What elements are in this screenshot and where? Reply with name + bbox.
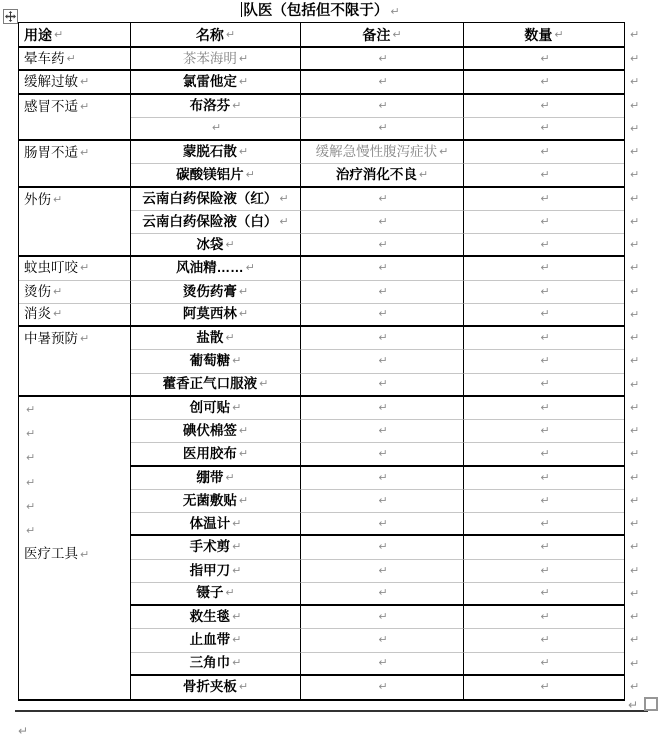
end-of-row-mark: ↵ <box>630 493 640 507</box>
paragraph-mark: ↵ <box>554 27 564 41</box>
paragraph-mark: ↵ <box>378 51 388 65</box>
cell-qty[interactable] <box>464 560 624 583</box>
cell-name[interactable]: 三角巾 ↵ <box>131 653 301 676</box>
paragraph-mark: ↵ <box>232 516 242 530</box>
paragraph-mark: ↵ <box>238 284 249 298</box>
cell-note[interactable] <box>301 560 464 583</box>
end-of-row-mark: ↵ <box>630 610 640 624</box>
cell-name[interactable] <box>131 118 301 141</box>
cell-name[interactable]: 布洛芬 ↵ <box>131 95 301 118</box>
end-of-row-mark: ↵ <box>630 75 640 89</box>
paragraph-mark: ↵ <box>378 261 388 275</box>
end-of-row-mark: ↵ <box>630 191 640 205</box>
paragraph-mark: ↵ <box>232 633 242 647</box>
paragraph-mark: ↵ <box>378 680 388 694</box>
paragraph-mark: ↵ <box>390 5 400 18</box>
cell-note[interactable] <box>301 629 464 652</box>
cell-name[interactable]: 绷带 ↵ <box>131 467 301 490</box>
paragraph-mark: ↵ <box>378 307 388 321</box>
end-of-row-mark: ↵ <box>630 168 640 182</box>
cell-name[interactable]: 手术剪 ↵ <box>131 536 301 559</box>
document-title[interactable] <box>18 2 623 21</box>
paragraph-mark: ↵ <box>540 191 550 205</box>
end-of-row-mark: ↵ <box>630 540 640 554</box>
cell-use-medical-tools[interactable] <box>19 397 131 699</box>
paragraph-mark: ↵ <box>378 400 388 414</box>
paragraph-mark: ↵ <box>26 451 36 465</box>
paragraph-mark: ↵ <box>540 354 550 368</box>
empty-paragraph <box>24 470 130 494</box>
paragraph-mark: ↵ <box>80 332 90 345</box>
end-of-row-mark: ↵ <box>630 284 640 298</box>
cell-use[interactable]: 外伤 ↵ <box>19 188 131 258</box>
paragraph-mark: ↵ <box>540 424 550 438</box>
paragraph-mark: ↵ <box>26 427 36 440</box>
cell-name[interactable]: 骨折夹板 ↵ <box>131 676 301 699</box>
cell-note[interactable] <box>301 420 464 443</box>
cell-name[interactable]: 葡萄糖 ↵ <box>131 350 301 373</box>
paragraph-mark: ↵ <box>378 98 388 112</box>
paragraph-mark: ↵ <box>26 524 36 537</box>
paragraph-mark: ↵ <box>378 563 388 577</box>
cell-note[interactable] <box>301 583 464 606</box>
cell-qty[interactable] <box>464 350 624 373</box>
paragraph-mark: ↵ <box>540 516 550 530</box>
header-label: 名称 <box>195 26 224 43</box>
cell-qty[interactable] <box>464 141 624 164</box>
paragraph-mark: ↵ <box>238 145 249 159</box>
cell-qty[interactable] <box>464 257 624 280</box>
paragraph-mark: ↵ <box>232 540 242 554</box>
paragraph-mark: ↵ <box>540 51 550 65</box>
cell-note[interactable] <box>301 397 464 420</box>
end-of-row-mark: ↵ <box>630 121 640 135</box>
cell-note[interactable] <box>301 606 464 629</box>
cell-qty[interactable] <box>464 95 624 118</box>
cell-note[interactable]: 治疗消化不良 ↵ <box>301 164 464 187</box>
paragraph-mark: ↵ <box>279 214 289 228</box>
paragraph-mark: ↵ <box>232 354 242 368</box>
header-cell-use[interactable] <box>19 23 131 48</box>
header-label: 用途 <box>24 26 52 43</box>
empty-paragraph <box>24 421 130 445</box>
cell-note[interactable]: 缓解急慢性腹泻症状 ↵ <box>301 141 464 164</box>
end-of-row-mark: ↵ <box>630 400 640 414</box>
end-of-row-mark: ↵ <box>630 238 640 252</box>
cell-note[interactable] <box>301 257 464 280</box>
cell-note[interactable] <box>301 48 464 71</box>
cell-name[interactable]: 茶苯海明 ↵ <box>131 48 301 71</box>
cell-qty[interactable] <box>464 118 624 141</box>
cell-qty[interactable] <box>464 513 624 536</box>
cell-qty[interactable] <box>464 629 624 652</box>
cell-qty[interactable] <box>464 583 624 606</box>
cell-use[interactable]: 肠胃不适 ↵ <box>19 141 131 188</box>
document-title-text: 队医（包括但不限于） <box>243 3 389 19</box>
paragraph-mark: ↵ <box>225 331 235 345</box>
cell-note[interactable] <box>301 676 464 699</box>
paragraph-mark: ↵ <box>245 167 255 181</box>
paragraph-mark: ↵ <box>378 446 388 460</box>
paragraph-mark: ↵ <box>418 167 429 181</box>
cell-note[interactable] <box>301 350 464 373</box>
paragraph-mark: ↵ <box>540 680 550 694</box>
header-label: 备注 <box>362 26 391 43</box>
cell-name[interactable]: 体温计 ↵ <box>131 513 301 536</box>
cell-qty[interactable] <box>464 653 624 676</box>
header-label: 数量 <box>524 26 553 43</box>
paragraph-mark: ↵ <box>80 74 90 88</box>
cell-name[interactable]: 碘伏棉签 ↵ <box>131 420 301 443</box>
paragraph-mark: ↵ <box>238 74 249 88</box>
paragraph-mark: ↵ <box>540 563 550 577</box>
empty-paragraph <box>24 397 130 421</box>
cell-name[interactable]: 医用胶布 ↵ <box>131 443 301 466</box>
cell-qty[interactable] <box>464 443 624 466</box>
paragraph-mark: ↵ <box>26 499 36 513</box>
paragraph-mark: ↵ <box>540 74 550 88</box>
paragraph-bottom-border-line <box>15 710 648 712</box>
end-of-row-mark: ↵ <box>630 633 640 647</box>
paragraph-mark: ↵ <box>232 610 242 624</box>
cell-use[interactable]: 中暑预防 ↵ <box>19 327 131 397</box>
paragraph-mark: ↵ <box>540 98 550 112</box>
paragraph-mark: ↵ <box>225 27 236 41</box>
paragraph-mark: ↵ <box>18 724 29 738</box>
paragraph-mark: ↵ <box>53 284 63 298</box>
cell-use[interactable]: 晕车药 ↵ <box>19 48 131 71</box>
paragraph-mark: ↵ <box>378 74 388 88</box>
paragraph-mark: ↵ <box>279 191 289 205</box>
cell-qty[interactable] <box>464 374 624 397</box>
paragraph-mark: ↵ <box>26 402 36 416</box>
cell-use[interactable]: 缓解过敏 ↵ <box>19 71 131 94</box>
cell-name[interactable]: 无菌敷贴 ↵ <box>131 490 301 513</box>
table-move-handle[interactable] <box>3 9 18 24</box>
cell-name[interactable]: 阿莫西林 ↵ <box>131 304 301 327</box>
paragraph-mark: ↵ <box>232 656 242 670</box>
header-cell-name[interactable] <box>131 23 301 48</box>
paragraph-mark: ↵ <box>378 586 388 600</box>
cell-name[interactable]: 蒙脱石散 ↵ <box>131 141 301 164</box>
paragraph-mark: ↵ <box>378 191 388 205</box>
cell-qty[interactable] <box>464 536 624 559</box>
paragraph-mark: ↵ <box>238 307 249 321</box>
medical-supplies-table <box>18 22 625 701</box>
paragraph-mark: ↵ <box>540 284 550 298</box>
cell-name[interactable]: 云南白药保险液（红） ↵ <box>131 188 301 211</box>
paragraph-mark: ↵ <box>540 121 550 135</box>
paragraph-mark: ↵ <box>232 563 242 577</box>
cell-note[interactable] <box>301 188 464 211</box>
cell-note[interactable] <box>301 374 464 397</box>
cell-qty[interactable] <box>464 211 624 234</box>
paragraph-mark: ↵ <box>378 331 388 345</box>
paragraph-mark: ↵ <box>26 475 36 489</box>
paragraph-mark: ↵ <box>378 424 388 438</box>
cell-note[interactable] <box>301 467 464 490</box>
paragraph-mark: ↵ <box>378 516 388 530</box>
end-of-row-mark: ↵ <box>630 261 640 275</box>
table-resize-handle[interactable] <box>644 697 658 711</box>
paragraph-mark: ↵ <box>378 354 388 368</box>
cell-note[interactable] <box>301 536 464 559</box>
cell-name[interactable]: 镊子 ↵ <box>131 583 301 606</box>
paragraph-mark: ↵ <box>211 121 222 135</box>
paragraph-mark: ↵ <box>80 261 90 275</box>
paragraph-mark: ↵ <box>378 470 388 484</box>
cell-name[interactable]: 风油精…… ↵ <box>131 257 301 280</box>
cell-use-label: 医疗工具 ↵ <box>24 546 90 562</box>
header-cell-note[interactable] <box>301 23 464 48</box>
cell-qty[interactable] <box>464 234 624 257</box>
cell-qty[interactable] <box>464 48 624 71</box>
cell-note[interactable] <box>301 304 464 327</box>
cell-name[interactable]: 云南白药保险液（白） ↵ <box>131 211 301 234</box>
cell-qty[interactable] <box>464 490 624 513</box>
cell-name[interactable]: 创可贴 ↵ <box>131 397 301 420</box>
cell-use[interactable]: 感冒不适 ↵ <box>19 95 131 142</box>
cell-name[interactable]: 盐散 ↵ <box>131 327 301 350</box>
paragraph-mark: ↵ <box>628 698 639 712</box>
paragraph-mark: ↵ <box>232 400 242 414</box>
cell-qty[interactable] <box>464 327 624 350</box>
cell-qty[interactable] <box>464 420 624 443</box>
end-of-row-mark: ↵ <box>630 563 640 577</box>
paragraph-mark: ↵ <box>80 99 90 113</box>
paragraph-mark: ↵ <box>80 548 90 562</box>
paragraph-mark: ↵ <box>225 237 235 251</box>
cell-use[interactable]: 消炎 ↵ <box>19 304 131 327</box>
paragraph-mark: ↵ <box>392 27 402 41</box>
paragraph-mark: ↵ <box>540 446 550 460</box>
paragraph-mark: ↵ <box>259 377 269 391</box>
end-of-row-mark: ↵ <box>630 28 640 41</box>
end-of-row-mark: ↵ <box>630 331 640 345</box>
paragraph-mark: ↵ <box>245 261 255 275</box>
cell-name[interactable]: 烫伤药膏 ↵ <box>131 281 301 304</box>
cell-name[interactable]: 碳酸镁铝片 ↵ <box>131 164 301 187</box>
paragraph-mark: ↵ <box>225 470 235 484</box>
paragraph-mark: ↵ <box>53 307 63 321</box>
paragraph-mark: ↵ <box>53 192 63 206</box>
paragraph-mark: ↵ <box>439 145 449 159</box>
cell-note[interactable] <box>301 443 464 466</box>
end-of-row-mark: ↵ <box>630 307 640 321</box>
empty-paragraph <box>24 494 130 518</box>
cell-name[interactable]: 冰袋 ↵ <box>131 234 301 257</box>
cell-use[interactable]: 蚊虫叮咬 ↵ <box>19 257 131 280</box>
paragraph-mark: ↵ <box>378 237 388 251</box>
cell-note[interactable] <box>301 653 464 676</box>
paragraph-mark: ↵ <box>232 98 242 112</box>
cell-qty[interactable] <box>464 71 624 94</box>
cell-name[interactable]: 救生毯 ↵ <box>131 606 301 629</box>
paragraph-mark: ↵ <box>238 446 249 460</box>
end-of-row-mark: ↵ <box>630 517 640 531</box>
paragraph-mark: ↵ <box>540 633 550 647</box>
cell-name[interactable]: 氯雷他定 ↵ <box>131 71 301 94</box>
end-of-row-mark: ↵ <box>630 586 640 600</box>
end-of-row-mark: ↵ <box>630 656 640 670</box>
paragraph-mark: ↵ <box>378 493 388 507</box>
paragraph-mark: ↵ <box>238 493 249 507</box>
paragraph-mark: ↵ <box>54 27 64 41</box>
move-arrows-icon <box>5 11 16 22</box>
paragraph-mark: ↵ <box>378 656 388 670</box>
cell-qty[interactable] <box>464 676 624 699</box>
cell-name[interactable]: 指甲刀 ↵ <box>131 560 301 583</box>
end-of-row-mark: ↵ <box>630 679 640 693</box>
paragraph-mark: ↵ <box>378 214 388 228</box>
paragraph-mark: ↵ <box>540 656 550 670</box>
cell-qty[interactable] <box>464 606 624 629</box>
end-of-row-mark: ↵ <box>630 447 640 461</box>
paragraph-mark: ↵ <box>238 424 249 438</box>
end-of-row-marks <box>628 22 639 698</box>
cell-note[interactable] <box>301 513 464 536</box>
empty-paragraph <box>24 518 130 542</box>
paragraph-mark: ↵ <box>238 680 249 694</box>
cell-name[interactable]: 藿香正气口服液 ↵ <box>131 374 301 397</box>
paragraph-mark: ↵ <box>378 610 388 624</box>
paragraph-mark: ↵ <box>66 51 76 65</box>
paragraph-mark: ↵ <box>225 586 235 600</box>
end-of-row-mark: ↵ <box>630 214 640 228</box>
end-of-row-mark: ↵ <box>630 424 640 438</box>
cell-qty[interactable] <box>464 164 624 187</box>
paragraph-mark: ↵ <box>540 400 550 414</box>
cell-note[interactable] <box>301 490 464 513</box>
paragraph-mark: ↵ <box>378 540 388 554</box>
cell-qty[interactable] <box>464 304 624 327</box>
paragraph-mark: ↵ <box>540 540 550 554</box>
paragraph-mark: ↵ <box>540 377 550 391</box>
paragraph-mark: ↵ <box>378 121 388 135</box>
cell-note[interactable] <box>301 95 464 118</box>
end-of-row-mark: ↵ <box>630 98 640 112</box>
paragraph-mark: ↵ <box>378 377 388 391</box>
empty-paragraph <box>24 445 130 469</box>
cell-qty[interactable] <box>464 397 624 420</box>
cell-note[interactable] <box>301 327 464 350</box>
end-of-row-mark: ↵ <box>630 145 640 159</box>
paragraph-mark: ↵ <box>378 633 388 647</box>
paragraph-mark: ↵ <box>238 51 249 65</box>
cell-note[interactable] <box>301 281 464 304</box>
cell-note[interactable] <box>301 118 464 141</box>
end-of-row-mark: ↵ <box>630 377 640 391</box>
paragraph-mark: ↵ <box>540 167 550 181</box>
paragraph-mark: ↵ <box>540 610 550 624</box>
paragraph-mark: ↵ <box>540 214 550 228</box>
cell-note[interactable] <box>301 234 464 257</box>
cell-note[interactable] <box>301 211 464 234</box>
header-cell-qty[interactable] <box>464 23 624 48</box>
cell-qty[interactable] <box>464 281 624 304</box>
end-of-row-mark: ↵ <box>630 52 640 66</box>
paragraph-mark: ↵ <box>378 284 388 298</box>
paragraph-mark: ↵ <box>540 261 550 275</box>
paragraph-mark: ↵ <box>80 146 90 159</box>
cell-name[interactable]: 止血带 ↵ <box>131 629 301 652</box>
end-of-row-mark: ↵ <box>630 470 640 484</box>
cell-qty[interactable] <box>464 188 624 211</box>
cell-use[interactable]: 烫伤 ↵ <box>19 281 131 304</box>
end-of-row-mark: ↵ <box>630 354 640 368</box>
paragraph-mark: ↵ <box>540 145 550 159</box>
paragraph-mark: ↵ <box>540 470 550 484</box>
paragraph-mark: ↵ <box>540 307 550 321</box>
paragraph-mark: ↵ <box>540 586 550 600</box>
paragraph-mark: ↵ <box>540 493 550 507</box>
cell-qty[interactable] <box>464 467 624 490</box>
cell-note[interactable] <box>301 71 464 94</box>
paragraph-mark: ↵ <box>540 237 550 251</box>
paragraph-mark: ↵ <box>540 331 550 345</box>
